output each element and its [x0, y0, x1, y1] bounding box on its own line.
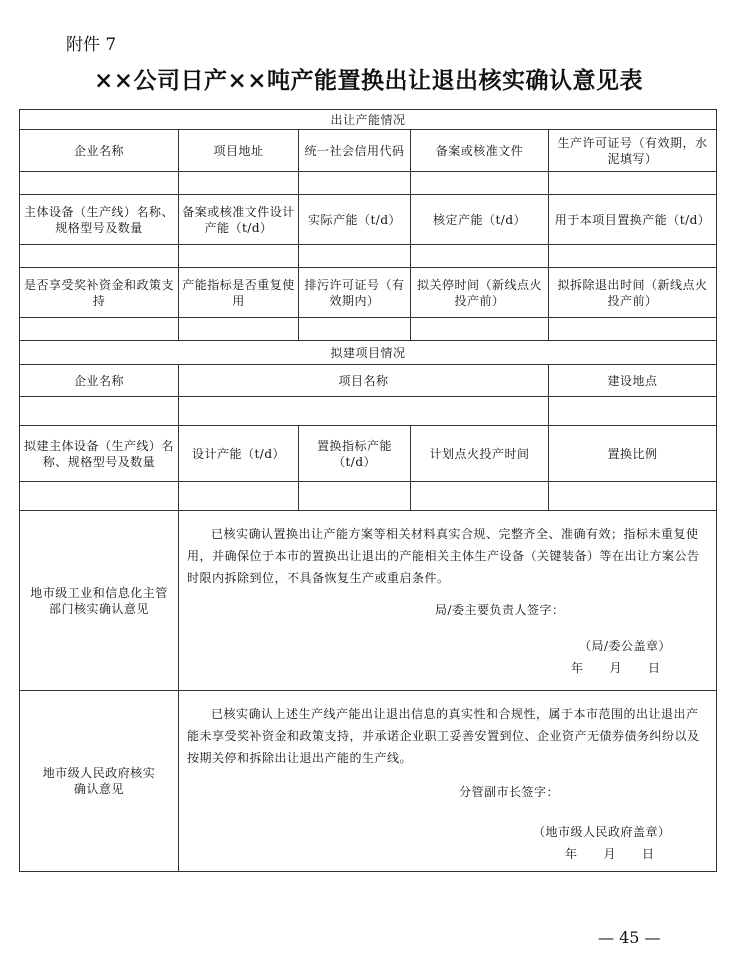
date-month: 月 — [603, 847, 617, 861]
section-outgoing-capacity: 出让产能情况 — [20, 110, 717, 130]
blank-cell[interactable] — [549, 245, 717, 268]
header-planned-design-capacity: 设计产能（t/d） — [179, 426, 299, 482]
mit-opinion-content[interactable] — [179, 511, 717, 691]
government-opinion-text: 已核实确认上述生产线产能出让退出信息的真实性和合规性，属于本市范围的出让退出产能未享受奖补资金和政策支持，并承诺企业职工妥善安置到位、企业资产无债券债务纠纷以及按期关停和拆除出让退出产能的生产线。 — [187, 707, 700, 765]
blank-cell[interactable] — [411, 318, 549, 341]
verification-form-table — [19, 109, 717, 872]
header-filing-document: 备案或核准文件 — [411, 130, 549, 172]
header-planned-startup-time: 计划点火投产时间 — [411, 426, 549, 482]
label-mit-opinion: 地市级工业和信息化主管部门核实确认意见 — [20, 511, 179, 691]
header-demolition-time: 拟拆除退出时间（新线点火投产前） — [549, 268, 717, 318]
header-replacement-ratio: 置换比例 — [549, 426, 717, 482]
blank-cell[interactable] — [179, 482, 299, 511]
header-replacement-capacity: 用于本项目置换产能（t/d） — [549, 195, 717, 245]
blank-cell[interactable] — [20, 318, 179, 341]
blank-cell[interactable] — [20, 245, 179, 268]
header-capacity-reuse: 产能指标是否重复使用 — [179, 268, 299, 318]
government-opinion-content[interactable] — [179, 691, 717, 872]
header-planned-main-equipment: 拟建主体设备（生产线）名称、规格型号及数量 — [20, 426, 179, 482]
blank-cell[interactable] — [299, 318, 411, 341]
mit-seal-label: （局/委公盖章） — [579, 639, 672, 653]
header-actual-capacity: 实际产能（t/d） — [299, 195, 411, 245]
date-year: 年 — [571, 661, 584, 675]
date-day: 日 — [642, 847, 655, 861]
government-seal-label: （地市级人民政府盖章） — [533, 825, 671, 839]
header-planned-enterprise-name: 企业名称 — [20, 365, 179, 397]
header-construction-site: 建设地点 — [549, 365, 717, 397]
blank-cell[interactable] — [549, 172, 717, 195]
mit-date — [571, 657, 708, 679]
blank-cell[interactable] — [549, 482, 717, 511]
mit-signature-label: 局/委主要负责人签字： — [435, 603, 565, 617]
label-government-opinion: 地市级人民政府核实确认意见 — [20, 691, 179, 872]
header-approved-capacity: 核定产能（t/d） — [411, 195, 549, 245]
header-discharge-permit: 排污许可证号（有效期内） — [299, 268, 411, 318]
blank-cell[interactable] — [299, 482, 411, 511]
header-replacement-indicator-capacity: 置换指标产能（t/d） — [299, 426, 411, 482]
header-main-equipment: 主体设备（生产线）名称、规格型号及数量 — [20, 195, 179, 245]
blank-cell[interactable] — [549, 397, 717, 426]
blank-cell[interactable] — [179, 245, 299, 268]
blank-cell[interactable] — [179, 397, 549, 426]
header-enterprise-name: 企业名称 — [20, 130, 179, 172]
blank-cell[interactable] — [411, 245, 549, 268]
blank-cell[interactable] — [549, 318, 717, 341]
blank-cell[interactable] — [299, 245, 411, 268]
header-shutdown-time: 拟关停时间（新线点火投产前） — [411, 268, 549, 318]
blank-cell[interactable] — [299, 172, 411, 195]
blank-cell[interactable] — [179, 318, 299, 341]
blank-cell[interactable] — [411, 482, 549, 511]
blank-cell[interactable] — [20, 397, 179, 426]
blank-cell[interactable] — [411, 172, 549, 195]
page-number: — 45 — — [598, 928, 661, 947]
section-planned-project: 拟建项目情况 — [20, 341, 717, 365]
header-credit-code: 统一社会信用代码 — [299, 130, 411, 172]
blank-cell[interactable] — [179, 172, 299, 195]
government-signature-label: 分管副市长签字： — [459, 785, 560, 799]
date-day: 日 — [648, 661, 661, 675]
date-month: 月 — [609, 661, 623, 675]
blank-cell[interactable] — [20, 482, 179, 511]
header-project-name: 项目名称 — [179, 365, 549, 397]
header-design-capacity: 备案或核准文件设计产能（t/d） — [179, 195, 299, 245]
government-date — [565, 843, 708, 865]
header-production-license: 生产许可证号（有效期，水泥填写） — [549, 130, 717, 172]
mit-opinion-text: 已核实确认置换出让产能方案等相关材料真实合规、完整齐全、准确有效；指标未重复使用，并确保位于本市的置换出让退出的产能相关主体生产设备（关键装备）等在出让方案公告时限内拆除到位，不具备恢复生产或重启条件。 — [187, 527, 700, 585]
header-project-address: 项目地址 — [179, 130, 299, 172]
blank-cell[interactable] — [20, 172, 179, 195]
attachment-label: 附件 7 — [66, 35, 117, 55]
date-year: 年 — [565, 847, 578, 861]
header-subsidy-support: 是否享受奖补资金和政策支持 — [20, 268, 179, 318]
document-title: ××公司日产××吨产能置换出让退出核实确认意见表 — [93, 67, 644, 94]
